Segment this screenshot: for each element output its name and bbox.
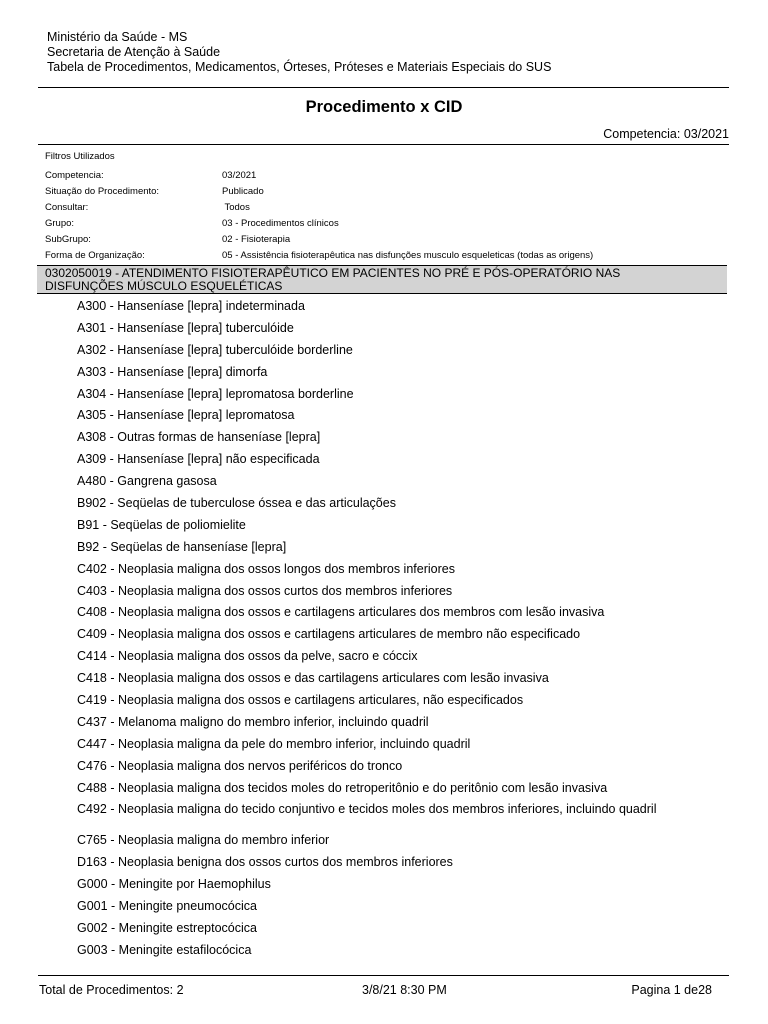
header-ministry: Ministério da Saúde - MS (47, 30, 188, 44)
cid-item: G002 - Meningite estreptocócica (77, 920, 257, 935)
cid-item: A303 - Hanseníase [lepra] dimorfa (77, 364, 268, 379)
cid-list (77, 296, 656, 962)
filter-row (45, 200, 735, 216)
filter-row (45, 184, 735, 200)
filters-section (45, 150, 735, 264)
filter-value: 03 - Procedimentos clínicos (222, 218, 339, 229)
cid-item: C437 - Melanoma maligno do membro inferior, incluindo quadril (77, 714, 429, 729)
header-table-name: Tabela de Procedimentos, Medicamentos, Órteses, Próteses e Materiais Especiais do SUS (47, 60, 552, 74)
cid-item: A305 - Hanseníase [lepra] lepromatosa (77, 408, 295, 423)
cid-item: A304 - Hanseníase [lepra] lepromatosa borderline (77, 386, 354, 401)
filter-label: Situação do Procedimento: (45, 186, 160, 197)
cid-item: A308 - Outras formas de hanseníase [lepra] (77, 430, 321, 445)
procedure-header (37, 265, 727, 294)
filter-value: 02 - Fisioterapia (222, 234, 291, 245)
cid-item: A301 - Hanseníase [lepra] tuberculóide (77, 320, 294, 335)
footer-divider (38, 975, 729, 976)
filters-heading: Filtros Utilizados (45, 151, 115, 162)
filter-value: Todos (222, 202, 250, 213)
header-secretariat: Secretaria de Atenção à Saúde (47, 45, 221, 59)
filter-row (45, 216, 735, 232)
cid-item: C403 - Neoplasia maligna dos ossos curtos dos membros inferiores (77, 583, 453, 598)
cid-item: A309 - Hanseníase [lepra] não especificada (77, 452, 320, 467)
cid-item: G001 - Meningite pneumocócica (77, 899, 257, 914)
cid-item: C418 - Neoplasia maligna dos ossos e das cartilagens articulares com lesão invasiva (77, 671, 549, 686)
filter-value: 03/2021 (222, 170, 257, 181)
cid-item: C402 - Neoplasia maligna dos ossos longos dos membros inferiores (77, 561, 455, 576)
cid-item: C476 - Neoplasia maligna dos nervos periféricos do tronco (77, 758, 403, 773)
cid-item: B92 - Seqüelas de hanseníase [lepra] (77, 539, 287, 554)
filter-value: 05 - Assistência fisioterapêutica nas disfunções musculo esqueleticas (todas as origens) (222, 250, 594, 261)
cid-item: A302 - Hanseníase [lepra] tuberculóide borderline (77, 342, 353, 357)
filter-row (45, 232, 735, 248)
procedure-title-line1: 0302050019 - ATENDIMENTO FISIOTERAPÊUTICO EM PACIENTES NO PRÉ E PÓS-OPERATÓRIO NAS (45, 266, 621, 280)
filter-label: Grupo: (45, 218, 75, 229)
competencia-label: Competencia: 03/2021 (603, 127, 729, 141)
cid-item: B902 - Seqüelas de tuberculose óssea e das articulações (77, 496, 396, 511)
cid-item: C488 - Neoplasia maligna dos tecidos moles do retroperitônio e do peritônio com lesão invasiva (77, 780, 608, 795)
procedure-title-line2: DISFUNÇÕES MÚSCULO ESQUELÉTICAS (45, 279, 283, 293)
filter-label: SubGrupo: (45, 234, 91, 245)
cid-item: G000 - Meningite por Haemophilus (77, 877, 271, 892)
cid-item: G003 - Meningite estafilocócica (77, 942, 252, 957)
cid-item: A300 - Hanseníase [lepra] indeterminada (77, 299, 305, 313)
footer-datetime: 3/8/21 8:30 PM (362, 983, 447, 997)
cid-item: C447 - Neoplasia maligna da pele do membro inferior, incluindo quadril (77, 736, 471, 751)
cid-item: C492 - Neoplasia maligna do tecido conjuntivo e tecidos moles dos membros inferiores, incluindo quadril (77, 802, 657, 817)
filter-row (45, 248, 735, 264)
cid-item: C765 - Neoplasia maligna do membro inferior (77, 833, 330, 848)
filter-row (45, 168, 735, 184)
cid-item: C409 - Neoplasia maligna dos ossos e cartilagens articulares de membro não especificado (77, 627, 581, 642)
header-divider (38, 87, 729, 88)
filter-label: Consultar: (45, 202, 89, 213)
cid-item: C419 - Neoplasia maligna dos ossos e cartilagens articulares, não especificados (77, 693, 524, 708)
filter-label: Competencia: (45, 170, 104, 181)
footer-total: Total de Procedimentos: 2 (39, 983, 184, 997)
filter-value: Publicado (222, 186, 264, 197)
filter-label: Forma de Organização: (45, 250, 145, 261)
footer-page-number: Pagina 1 de28 (631, 983, 712, 997)
title-divider (38, 144, 729, 145)
cid-item: C408 - Neoplasia maligna dos ossos e cartilagens articulares dos membros com lesão invasiva (77, 605, 605, 620)
page-title: Procedimento x CID (305, 98, 463, 116)
report-header (47, 30, 551, 75)
cid-item: B91 - Seqüelas de poliomielite (77, 517, 246, 532)
cid-item: A480 - Gangrena gasosa (77, 474, 217, 489)
cid-item: D163 - Neoplasia benigna dos ossos curtos dos membros inferiores (77, 855, 453, 870)
cid-item: C414 - Neoplasia maligna dos ossos da pelve, sacro e cóccix (77, 649, 418, 664)
